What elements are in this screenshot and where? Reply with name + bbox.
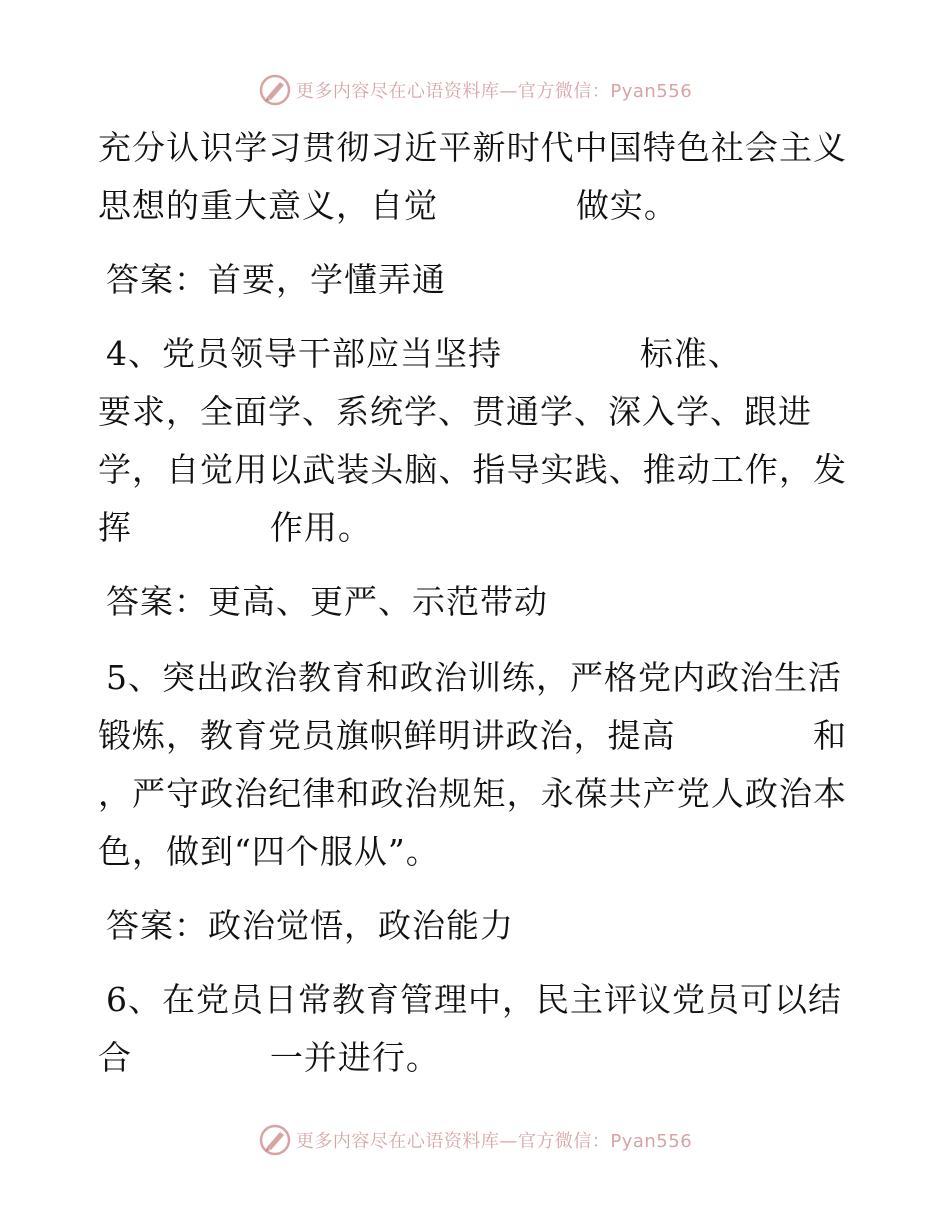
text-line: 思想的重大意义，自觉 做实。 (98, 186, 678, 225)
question-line: 4、党员领导干部应当坚持 标准、 (106, 334, 742, 373)
text-line: 学，自觉用以武装头脑、指导实践、推动工作，发 (98, 450, 846, 489)
pen-logo-icon (258, 1123, 292, 1157)
answer-line: 答案：首要，学懂弄通 (106, 260, 446, 299)
text-line: 挥 作用。 (98, 508, 372, 547)
text-line: 锻炼，教育党员旗帜鲜明讲政治，提高 和 (98, 716, 846, 755)
text-line: ，严守政治纪律和政治规矩，永葆共产党人政治本 (98, 774, 846, 813)
watermark-text: 更多内容尽在心语资料库—官方微信：Pyan556 (295, 81, 693, 102)
question-line: 6、在党员日常教育管理中，民主评议党员可以结 (106, 980, 842, 1019)
watermark-text: 更多内容尽在心语资料库—官方微信：Pyan556 (295, 1131, 693, 1152)
watermark-footer (0, 1122, 950, 1158)
watermark-header (0, 72, 950, 108)
question-line: 5、突出政治教育和政治训练，严格党内政治生活 (106, 658, 842, 697)
text-line: 合 一并进行。 (98, 1038, 440, 1077)
answer-line: 答案：更高、更严、示范带动 (106, 582, 548, 621)
text-line: 充分认识学习贯彻习近平新时代中国特色社会主义 (98, 128, 846, 167)
text-line: 色，做到“四个服从”。 (98, 832, 440, 871)
text-line: 要求，全面学、系统学、贯通学、深入学、跟进 (98, 392, 812, 431)
pen-logo-icon (258, 73, 292, 107)
answer-line: 答案：政治觉悟，政治能力 (106, 906, 514, 945)
